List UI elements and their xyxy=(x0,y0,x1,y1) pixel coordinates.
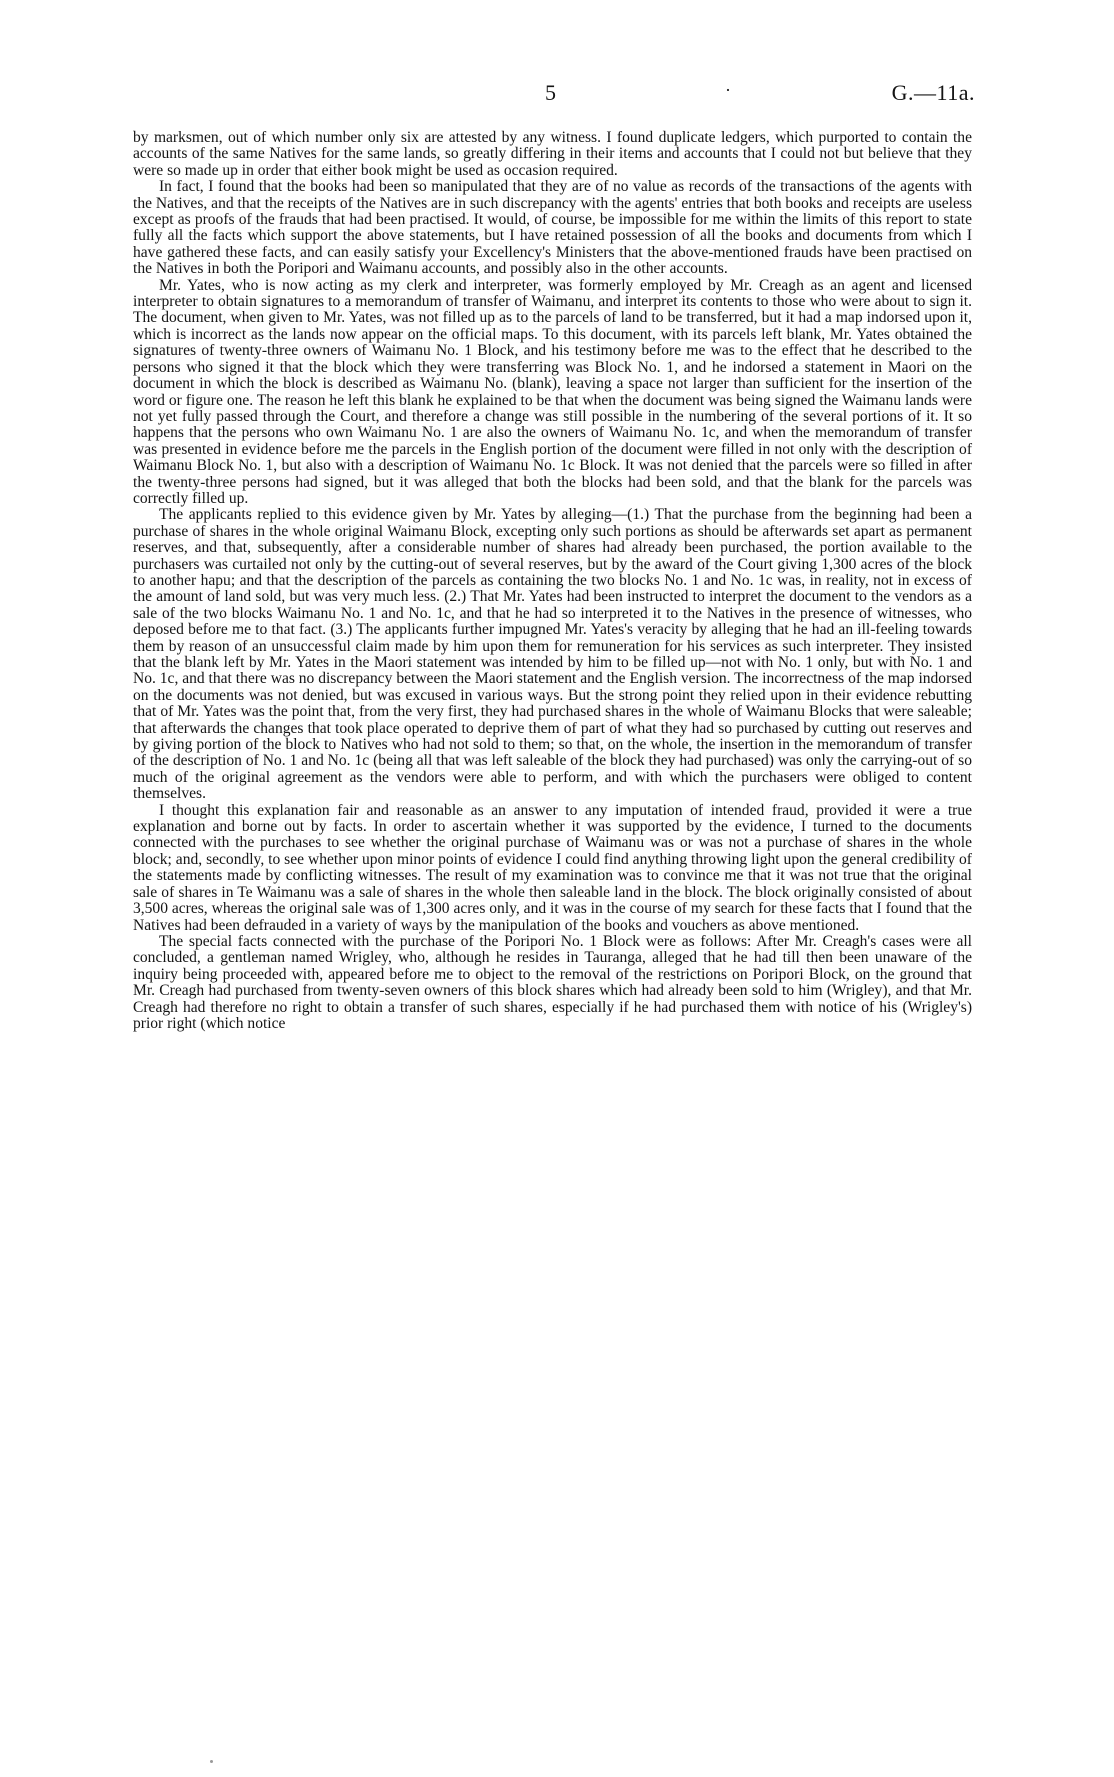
paragraph-books-manipulated: In fact, I found that the books had been so manipulated that they are of no value as records of the transactions of the agents with the Natives, and that the receipts of the Natives are in such discrepancy with the agents' entries that both books and receipts are useless except as proofs of the frauds that had been practised. It would, of course, be impossible for me within the limits of this report to state fully all the facts which support the above statements, but I have retained possession of all the books and documents from which I have gathered these facts, and can easily satisfy your Excellency's Ministers that the above-mentioned frauds have been practised on the Natives in both the Poripori and Waimanu accounts, and possibly also in the other accounts. xyxy=(133,178,972,278)
header-dot: · xyxy=(725,80,731,100)
page-header xyxy=(135,80,975,110)
paragraph-mr-yates-testimony: Mr. Yates, who is now acting as my clerk and interpreter, was formerly employed by Mr. Creagh as an agent and licensed interpreter to obtain signatures to a memorandum of transfer of Waimanu, and interpret its contents to those who were about to sign it. The document, when given to Mr. Yates, was not filled up as to the parcels of land to be transferred, but it had a map indorsed upon it, which is incorrect as the lands now appear on the official maps. To this document, with its parcels left blank, Mr. Yates obtained the signatures of twenty-three owners of Waimanu No. 1 Block, and his testimony before me was to the effect that he described to the persons who signed it that the block which they were transferring was Block No. 1, and he indorsed a statement in Maori on the document in which the block is described as Waimanu No. (blank), leaving a space not larger than sufficient for the insertion of the word or figure one. The reason he left this blank he explained to be that when the document was being signed the Waimanu lands were not yet fully passed through the Court, and therefore a change was still possible in the numbering of the several portions of it. It so happens that the persons who own Waimanu No. 1 are also the owners of Waimanu No. 1c, and when the memorandum of transfer was presented in evidence before me the parcels in the English portion of the document were filled in not only with the description of Waimanu Block No. 1, but also with a description of Waimanu No. 1c Block. It was not denied that the parcels were so filled in after the twenty-three persons had signed, but it was alleged that both the blocks had been sold, and that the blank for the parcels was correctly filled up. xyxy=(133,276,972,507)
report-body xyxy=(133,130,972,1032)
paragraph-poripori-facts: The special facts connected with the purchase of the Poripori No. 1 Block were as follows: After Mr. Creagh's cases were all concluded, a gentleman named Wrigley, who, although he resides in Tauranga, alleged that he had till then been unaware of the inquiry being proceeded with, appeared before me to object to the removal of the restrictions on Poripori Block, on the ground that Mr. Creagh had purchased from twenty-seven owners of this block shares which had already been sold to him (Wrigley), and that Mr. Creagh had therefore no right to obtain a transfer of such shares, especially if he had purchased them with notice of his (Wrigley's) prior right (which notice xyxy=(133,932,972,1032)
footer-speck xyxy=(210,1760,213,1763)
paragraph-applicants-reply: The applicants replied to this evidence given by Mr. Yates by alleging—(1.) That the purchase from the beginning had been a purchase of shares in the whole original Waimanu Block, excepting only such portions as should be afterwards set apart as permanent reserves, and that, subsequently, after a considerable number of shares had already been purchased, the portion available to the purchasers was curtailed not only by the cutting-out of several reserves, but by the award of the Court giving 1,300 acres of the block to another hapu; and that the description of the parcels as containing the two blocks No. 1 and No. 1c was, in reality, not in excess of the amount of land sold, but was very much less. (2.) That Mr. Yates had been instructed to interpret the document to the vendors as a sale of the two blocks Waimanu No. 1 and No. 1c, and that he had so interpreted it to the Natives in the presence of witnesses, who deposed before me to that fact. (3.) The applicants further impugned Mr. Yates's veracity by alleging that he had an ill-feeling towards them by reason of an unsuccessful claim made by him upon them for remuneration for his services as such interpreter. They insisted that the blank left by Mr. Yates in the Maori statement was intended by him to be filled up—not with No. 1 only, but with No. 1 and No. 1c, and that there was no discrepancy between the Maori statement and the English version. The incorrectness of the map indorsed on the documents was not denied, but was excused in various ways. But the strong point they relied upon in their evidence rebutting that of Mr. Yates was the point that, from the very first, they had purchased shares in the whole of Waimanu Blocks that were saleable; that afterwards the changes that took place operated to deprive them of part of what they had so purchased by cutting out reserves and by giving portion of the block to Natives who had not sold to them; so that, on the whole, the insertion in the memorandum of transfer of the description of No. 1 and No. 1c (being all that was left saleable of the block they had purchased) was only the carrying-out of so much of the original agreement as the vendors were able to perform, and with which the purchasers were obliged to content themselves. xyxy=(133,506,972,803)
document-reference-code: G.—11a. xyxy=(891,80,975,105)
paragraph-explanation-examined: I thought this explanation fair and reasonable as an answer to any imputation of intended fraud, provided it were a true explanation and borne out by facts. In order to ascertain whether it was supported by the evidence, I turned to the documents connected with the purchases to see whether the original purchase of Waimanu was or was not a purchase of shares in the whole block; and, secondly, to see whether upon minor points of evidence I could find anything throwing light upon the general credibility of the statements made by conflicting witnesses. The result of my examination was to convince me that it was not true that the original sale of shares in Te Waimanu was a sale of shares in the whole then saleable land in the block. The block originally consisted of about 3,500 acres, whereas the original sale was of 1,300 acres only, and it was in the course of my search for these facts that I found that the Natives had been defrauded in a variety of ways by the manipulation of the books and vouchers as above mentioned. xyxy=(133,801,972,934)
page-number: 5 xyxy=(545,80,556,105)
paragraph-continuation: by marksmen, out of which number only six are attested by any witness. I found duplicate ledgers, which purported to contain the accounts of the same Natives for the same lands, so greatly differing in their items and accounts that I could not but believe that they were so made up in order that either book might be used as occasion required. xyxy=(133,129,972,179)
